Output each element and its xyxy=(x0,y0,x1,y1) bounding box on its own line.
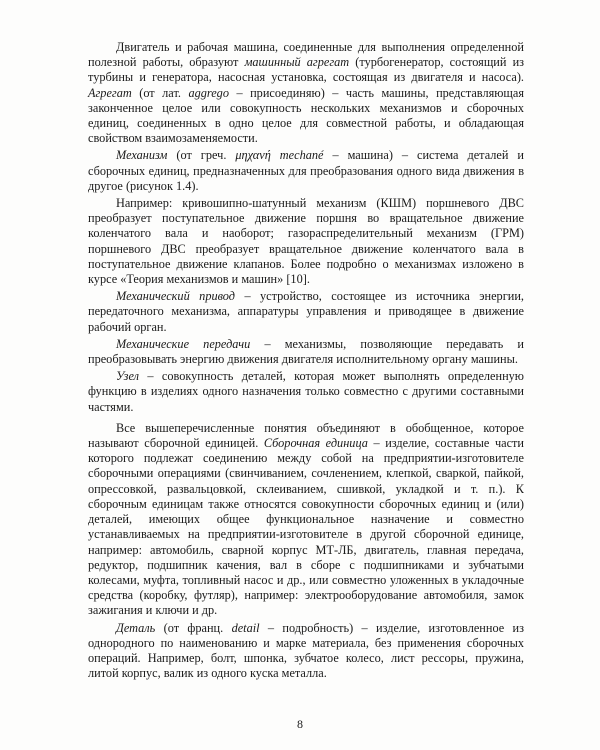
paragraph-assembly-unit xyxy=(88,421,524,619)
italic-term: μηχανή mechané xyxy=(235,148,324,163)
text-segment: Например: кривошипно-шатунный механизм (КШМ) поршневого ДВС преобразует поступательное движение поршня во вращательное движение коленчатого вала и наоборот; газораспределительный механизм (ГРМ) поршневого ДВС преобразует вращательное движение коленчатого вала в поступательное движение клапанов. Более подробно о механизмах изложено в курсе «Теория механизмов и машин» [10]. xyxy=(88,196,524,287)
paragraph-node xyxy=(88,369,524,415)
text-segment: – машина) – система деталей и сборочных единиц, предназначенных для преобразования одного вида движения в другое (рисунок 1.4). xyxy=(88,148,524,193)
italic-term: Механический привод xyxy=(116,289,235,304)
italic-term: Агрегат xyxy=(88,85,132,100)
text-segment: Двигатель и рабочая машина, соединенные для выполнения определенной полезной работы, образуют xyxy=(88,40,524,70)
text-segment: (от лат. xyxy=(131,85,189,100)
italic-term: aggrego xyxy=(188,85,229,100)
text-segment: – присоединяю) – часть машины, представляющая законченное целое или совокупность нескольких механизмов и сборочных единиц, соединенных в одно целое для совместной работы, и обладающая свойством взаимозаменяемости. xyxy=(88,85,525,146)
text-segment: – изделие, составные части которого подлежат соединению между собой на предприятии-изготовителе сборочными операциями (свинчиванием, сочленением, клепкой, сваркой, пайкой, опрессовкой, развальцовкой, склеиванием, сшивкой, укладкой и т. п.). К сборочным единицам также относятся совокупности сборочных единиц и (или) деталей, имеющих общее функциональное назначение и совместно устанавливаемых на предприятии-изготовителе в другой сборочной единице, например: автомобиль, сварной корпус МТ-ЛБ, двигатель, главная передача, редуктор, подшипник качения, вал в сборе с подшипниками и зубчатыми колесами, муфта, топливный насос и др., или совместно уложенных в укладочные средства (коробку, футляр), например: электрооборудование автомобиля, замок зажигания и ключи и др. xyxy=(88,436,525,618)
italic-term: detail xyxy=(231,620,260,635)
paragraph-mechanical-transmissions xyxy=(88,337,524,367)
text-segment: (от греч. xyxy=(167,148,236,163)
italic-term: Сборочная единица xyxy=(263,436,368,451)
paragraph-mechanism xyxy=(88,148,524,194)
text-segment: Все вышеперечисленные понятия объединяют в обобщенное, которое называют сборочной единицей. xyxy=(88,420,524,451)
paragraph-part xyxy=(88,621,524,682)
paragraph-mechanical-drive xyxy=(88,289,524,335)
italic-term: Деталь xyxy=(116,620,156,635)
text-segment: – совокупность деталей, которая может выполнять определенную функцию в изделиях одного назначения только совместно с другими составными частями. xyxy=(88,369,524,414)
page-number: 8 xyxy=(297,717,303,731)
italic-term: Механические передачи xyxy=(116,336,251,351)
text-segment: (от франц. xyxy=(155,620,232,635)
text-segment: (турбогенератор, состоящий из турбины и генератора, насосная установка, состоящая из двигателя и насоса). xyxy=(88,55,525,85)
body-text xyxy=(88,40,524,683)
text-segment: – механизмы, позволяющие передавать и преобразовывать энергию движения двигателя исполнительному органу машины. xyxy=(88,336,524,367)
text-segment: – подробность) – изделие, изготовленное из однородного по наименованию и марке материала, без применения сборочных операций. Например, болт, шпонка, зубчатое колесо, лист рессоры, пружина, литой корпус, валик из одного куска металла. xyxy=(88,620,524,681)
text-segment: – устройство, состоящее из источника энергии, передаточного механизма, аппаратуры управления и приводящее в движение рабочий орган. xyxy=(88,289,524,334)
paragraph-example xyxy=(88,196,524,287)
italic-term: Узел xyxy=(116,369,139,384)
italic-term: машинный агрегат xyxy=(244,55,350,70)
paragraph-machine-unit xyxy=(88,40,524,146)
italic-term: Механизм xyxy=(116,148,168,163)
